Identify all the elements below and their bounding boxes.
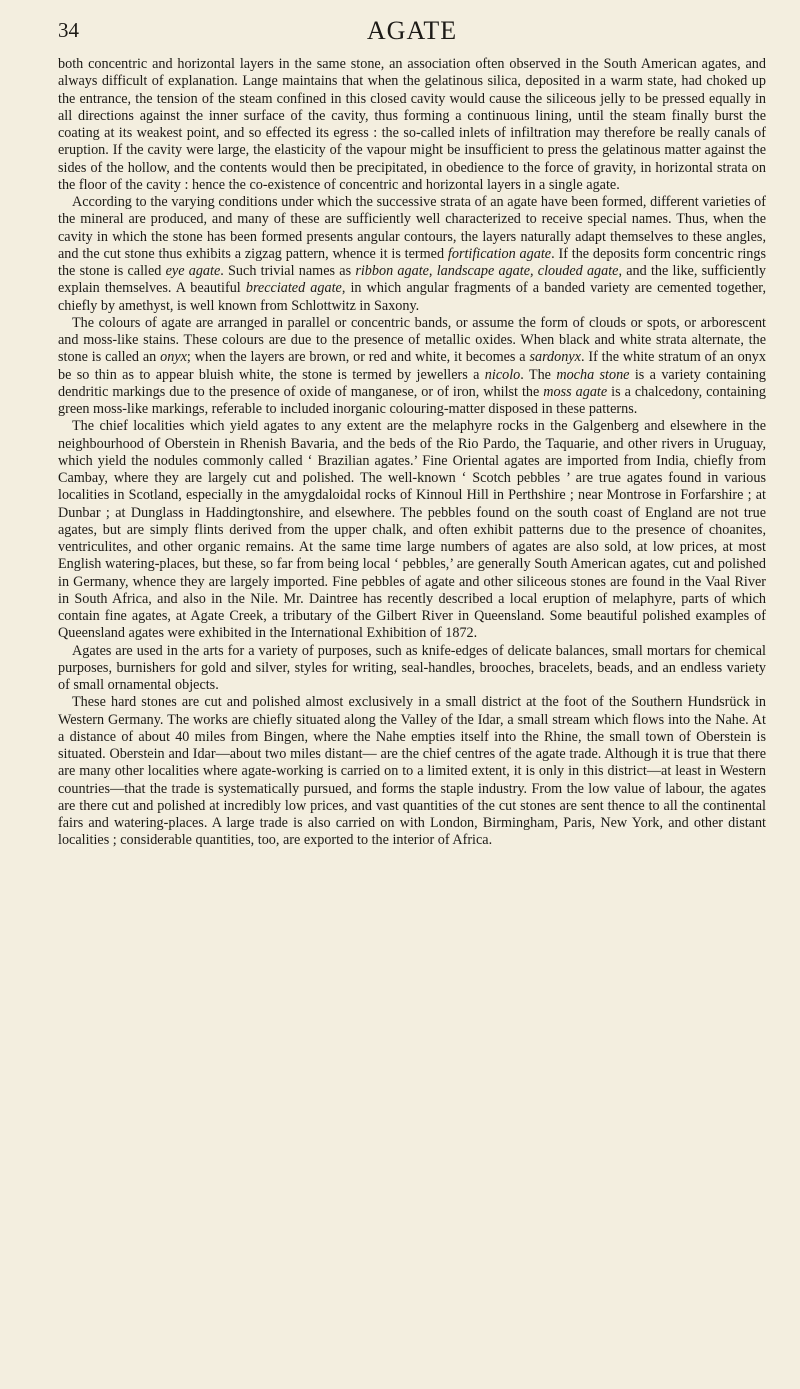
- body-text: [58, 56, 766, 850]
- paragraph-uses: Agates are used in the arts for a variety of purposes, such as knife-edges of delicate balances, small mortars for chemical purposes, burnishers for gold and silver, styles for writing, seal-handles, brooches, bracelets, beads, and an endless variety of small ornamental objects.: [58, 642, 766, 693]
- paragraph-varieties: According to the varying conditions under which the successive strata of an agate have been formed, different varieties of the mineral are produced, and many of these are sufficiently well characterized to receive special names. Thus, when the cavity in which the stone has been formed presents angular contours, the layers naturally adapt themselves to these angles, and the cut stone thus exhibits a zigzag pattern, whence it is termed fortification agate. If the deposits form concentric rings the stone is called eye agate. Such trivial names as ribbon agate, landscape agate, clouded agate, and the like, sufficiently explain themselves. A beautiful brecciated agate, in which angular fragments of a banded variety are cemented together, chiefly by amethyst, is well known from Schlottwitz in Saxony.: [58, 194, 766, 314]
- page-header: [58, 8, 766, 56]
- paragraph-continuation: both concentric and horizontal layers in the same stone, an association often observed in the South American agates, and always difficult of explanation. Lange maintains that when the gelatinous silica, deposited in a warm state, had choked up the entrance, the tension of the steam confined in this closed cavity would cause the siliceous jelly to be pressed equally in all directions against the inner surface of the cavity, thus forming a continuous lining, until the steam finally burst the coating at its weakest point, and so effected its egress : the so-called inlets of infiltration may therefore be really canals of eruption. If the cavity were large, the elasticity of the vapour might be insufficient to press the gelatinous matter against the sides of the hollow, and the contents would then be precipitated, in obedience to the force of gravity, in horizontal strata on the floor of the cavity : hence the co-existence of concentric and horizontal layers in a single agate.: [58, 56, 766, 193]
- page-number: 34: [58, 18, 79, 42]
- paragraph-localities: The chief localities which yield agates to any extent are the melaphyre rocks in the Galgenberg and elsewhere in the neighbourhood of Oberstein in Rhenish Bavaria, and the beds of the Rio Pardo, the Taquarie, and other rivers in Uruguay, which yield the nodules commonly called ‘ Brazilian agates.’ Fine Oriental agates are imported from India, chiefly from Cambay, where they are largely cut and polished. The well-known ‘ Scotch pebbles ’ are true agates found in various localities in Scotland, especially in the amygdaloidal rocks of Kinnoul Hill in Perthshire ; near Montrose in Forfarshire ; at Dunbar ; at Dunglass in Haddingtonshire, and elsewhere. The pebbles found on the south coast of England are not true agates, but are simply flints derived from the upper chalk, and often exhibit patterns due to the presence of choanites, ventriculites, and other organic remains. At the same time large numbers of agates are also sold, at low prices, at most English watering-places, but these, so far from being local ‘ pebbles,’ are generally South American agates, cut and polished in Germany, whence they are largely imported. Fine pebbles of agate and other siliceous stones are found in the Vaal River in South Africa, and also in the Nile. Mr. Daintree has recently described a local eruption of melaphyre, parts of which contain fine agates, at Agate Creek, a tributary of the Gilbert River in Queensland. Some beautiful polished examples of Queensland agates were exhibited in the International Exhibition of 1872.: [58, 418, 766, 642]
- paragraph-trade: These hard stones are cut and polished almost exclusively in a small district at the foot of the Southern Hundsrück in Western Germany. The works are chiefly situated along the Valley of the Idar, a small stream which flows into the Nahe. At a distance of about 40 miles from Bingen, where the Nahe empties itself into the Rhine, the small town of Oberstein is situated. Oberstein and Idar—about two miles distant— are the chief centres of the agate trade. Although it is true that there are many other localities where agate-working is carried on to a limited extent, it is only in this district—at least in Western countries—that the trade is systematically pursued, and forms the staple industry. From the low value of labour, the agates are there cut and polished at incredibly low prices, and vast quantities of the cut stones are sent thence to all the continental fairs and watering-places. A large trade is also carried on with London, Birmingham, Paris, New York, and other distant localities ; considerable quantities, too, are exported to the interior of Africa.: [58, 694, 766, 849]
- paragraph-colours: The colours of agate are arranged in parallel or concentric bands, or assume the form of clouds or spots, or arborescent and moss-like stains. These colours are due to the presence of metallic oxides. When black and white strata alternate, the stone is called an onyx; when the layers are brown, or red and white, it becomes a sardonyx. If the white stratum of an onyx be so thin as to appear bluish white, the stone is termed by jewellers a nicolo. The mocha stone is a variety containing dendritic markings due to the presence of oxide of manganese, or of iron, whilst the moss agate is a chalcedony, containing green moss-like markings, referable to included inorganic colouring-matter disposed in these patterns.: [58, 314, 766, 417]
- running-title: AGATE: [366, 16, 458, 45]
